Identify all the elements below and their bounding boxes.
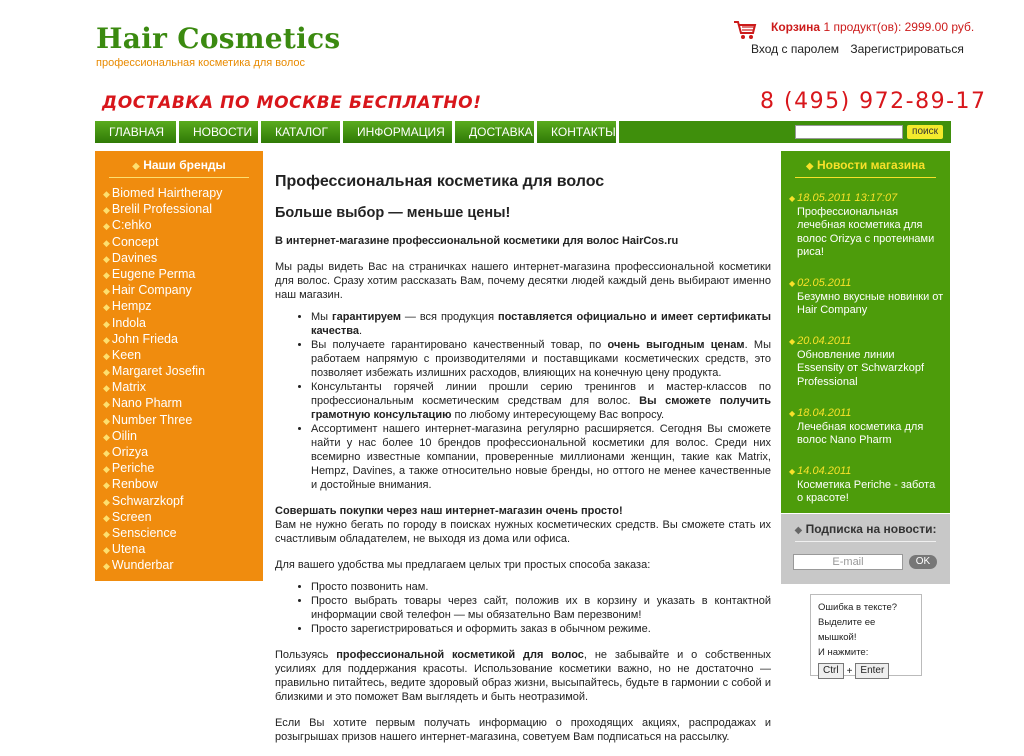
news-link[interactable]: Безумно вкусные новинки от Hair Company <box>797 290 944 316</box>
diamond-icon: ◆ <box>103 350 110 361</box>
diamond-icon: ◆ <box>103 545 110 556</box>
list-item: • Просто зарегистрироваться и оформить заказ в обычном режиме. <box>311 622 771 636</box>
brand-link[interactable]: ◆ Hempz <box>103 299 152 314</box>
diamond-icon: ◆ <box>103 367 110 378</box>
divider <box>795 541 936 542</box>
diamond-icon: ◆ <box>103 205 110 216</box>
cart-label[interactable]: Корзина <box>771 20 821 34</box>
brand-link[interactable]: ◆ Nano Pharm <box>103 396 183 411</box>
brand-link[interactable]: ◆ Screen <box>103 509 152 524</box>
paragraph: Пользуясь профессиональной косметикой для волос, не забывайте и о собственных усилиях для поддержания красоты. Использование косметики важно, но не достаточно — правильно питайтесь, ведите здоровый образ жизни, высыпайтесь, будьте в гармонии с собой и близкими и это поможет Вам выглядеть и быть неотразимой. <box>275 649 771 703</box>
diamond-icon: ◆ <box>789 467 796 476</box>
list-item: • Просто позвонить нам. <box>311 580 771 594</box>
paragraph: Если Вы хотите первым получать информацию о проходящих акциях, распродажах и розыгрышах призов нашего интернет-магазина, советуем Вам подписаться на рассылку. <box>275 717 771 743</box>
news-item[interactable] <box>789 407 944 448</box>
news-date: 18.04.2011 <box>797 407 852 419</box>
divider <box>109 177 249 178</box>
auth-links <box>751 42 972 56</box>
nav-item-delivery[interactable]: ДОСТАВКА <box>455 121 537 143</box>
site-logo-title[interactable]: Hair Cosmetics <box>96 22 341 55</box>
diamond-icon: ◆ <box>103 528 110 539</box>
news-link[interactable]: Обновление линии Essensity от Schwarzkopf Professional <box>797 348 925 388</box>
enter-key: Enter <box>855 663 889 679</box>
diamond-icon: ◆ <box>132 161 140 172</box>
subscribe-button[interactable]: OK <box>909 555 937 569</box>
brand-link[interactable]: ◆ Senscience <box>103 525 177 540</box>
diamond-icon: ◆ <box>103 221 110 232</box>
brand-link[interactable]: ◆ Schwarzkopf <box>103 493 184 508</box>
typo-line: Выделите ее мышкой! <box>818 617 876 643</box>
main-nav <box>95 121 951 143</box>
brand-link[interactable]: ◆ Margaret Josefin <box>103 364 206 379</box>
typo-line: И нажмите: <box>818 647 869 658</box>
diamond-icon: ◆ <box>103 561 110 572</box>
typo-report-box <box>810 594 922 676</box>
phone-number: 8 (495) 972-89-17 <box>760 89 987 114</box>
diamond-icon: ◆ <box>103 253 110 264</box>
diamond-icon: ◆ <box>103 512 110 523</box>
brand-link[interactable]: ◆ Brelil Professional <box>103 202 212 217</box>
news-date: 20.04.2011 <box>797 335 852 347</box>
brand-link[interactable]: ◆ Keen <box>103 347 142 362</box>
cart-icon[interactable] <box>733 20 757 40</box>
register-link[interactable]: Зарегистрироваться <box>850 42 964 56</box>
brand-link[interactable]: ◆ Biomed Hairtherapy <box>103 186 223 200</box>
cart-value: 1 продукт(ов): 2999.00 руб. <box>823 20 975 34</box>
news-link[interactable]: Лечебная косметика для волос Nano Pharm <box>797 420 924 446</box>
brand-link[interactable]: ◆ Renbow <box>103 477 158 492</box>
search-input[interactable] <box>795 125 903 139</box>
diamond-icon: ◆ <box>789 409 796 418</box>
intro-text: В интернет-магазине профессиональной косметики для волос HairCos.ru <box>275 235 679 247</box>
advantages-list <box>311 310 771 492</box>
news-item[interactable] <box>789 465 944 506</box>
paragraph: Мы рады видеть Вас на страничках нашего интернет-магазина профессиональной косметики для волос. Сразу хотим рассказать Вам, почему десятки людей каждый день выбирают именно наш магазин. <box>275 261 771 301</box>
email-field[interactable]: E-mail <box>793 554 903 570</box>
free-delivery-banner: ДОСТАВКА ПО МОСКВЕ БЕСПЛАТНО! <box>102 93 482 113</box>
nav-item-contacts[interactable]: КОНТАКТЫ <box>537 121 619 143</box>
brand-link[interactable]: ◆ Eugene Perma <box>103 266 196 281</box>
divider <box>795 177 936 178</box>
diamond-icon: ◆ <box>103 464 110 475</box>
plus-sign: + <box>846 665 853 677</box>
diamond-icon: ◆ <box>789 279 796 288</box>
brands-sidebar <box>95 151 263 581</box>
brand-link[interactable]: ◆ Indola <box>103 315 146 330</box>
news-link[interactable]: Профессиональная лечебная косметика для волос Orizya с протеинами риса! <box>797 205 935 258</box>
news-link[interactable]: Косметика Periche - забота о красоте! <box>797 478 936 504</box>
brand-link[interactable]: ◆ Oilin <box>103 428 137 443</box>
news-date: 02.05.2011 <box>797 277 852 289</box>
diamond-icon: ◆ <box>789 194 796 203</box>
diamond-icon: ◆ <box>794 525 803 536</box>
paragraph: Для вашего удобства мы предлагаем целых три простых способа заказа: <box>275 559 651 571</box>
brand-link[interactable]: ◆ Utena <box>103 542 146 557</box>
brand-link[interactable]: ◆ John Frieda <box>103 331 178 346</box>
diamond-icon: ◆ <box>103 286 110 297</box>
subscribe-box <box>781 514 950 584</box>
diamond-icon: ◆ <box>103 399 110 410</box>
news-item[interactable] <box>789 192 944 260</box>
news-item[interactable] <box>789 277 944 318</box>
brand-list <box>95 185 263 574</box>
brand-link[interactable]: ◆ Hair Company <box>103 283 192 298</box>
diamond-icon: ◆ <box>103 415 110 426</box>
brand-link[interactable]: ◆ Orizya <box>103 445 149 459</box>
main-content <box>275 172 771 756</box>
brand-link[interactable]: ◆ C:ehko <box>103 218 152 233</box>
diamond-icon: ◆ <box>789 337 796 346</box>
list-item: • Консультанты горячей линии прошли серию тренингов и мастер-классов по профессиональным косметическим средствам для волос. Вы сможете получить грамотную консультацию по любому интересующему Вас вопросу. <box>311 380 771 422</box>
order-ways-list <box>311 580 771 636</box>
news-item[interactable] <box>789 335 944 389</box>
nav-item-info[interactable]: ИНФОРМАЦИЯ <box>343 121 455 143</box>
diamond-icon: ◆ <box>103 448 110 458</box>
diamond-icon: ◆ <box>805 161 814 172</box>
diamond-icon: ◆ <box>103 334 110 345</box>
subscribe-title: ◆ Подписка на новости: <box>794 522 937 536</box>
diamond-icon: ◆ <box>103 189 110 199</box>
typo-line: Ошибка в тексте? <box>818 602 898 613</box>
news-date: 14.04.2011 <box>797 465 852 477</box>
list-item: • Ассортимент нашего интернет-магазина регулярно расширяется. Сегодня Вы сможете найти у нас более 10 брендов профессиональной косметики для волос. Среди них всемирно известные компании, проверенные миллионами женщин, такие как Matrix, Hempz, Davines, а также относительно новые бренды, но оттого не менее качественные и достойные внимания. <box>311 422 771 492</box>
brand-link[interactable]: ◆ Concept <box>103 234 159 249</box>
paragraph: Совершать покупки через наш интернет-магазин очень просто! Вам не нужно бегать по городу в поисках нужных косметических средств. Вы сможете стать их счастливым обладателем, не выходя из дома или офиса. <box>275 505 771 545</box>
search-button[interactable]: поиск <box>907 125 943 139</box>
page-title: Профессиональная косметика для волос <box>275 173 605 190</box>
diamond-icon: ◆ <box>103 496 110 507</box>
ctrl-key: Ctrl <box>818 663 844 679</box>
diamond-icon: ◆ <box>103 431 110 442</box>
list-item: • Вы получаете гарантировано качественный товар, по очень выгодным ценам. Мы работаем напрямую с производителями и поставщиками косметических средств, это позволяет избежать излишних расходов, влияющих на конечную цену продукта. <box>311 338 771 380</box>
brand-link[interactable]: ◆ Number Three <box>103 412 193 427</box>
news-date: 18.05.2011 13:17:07 <box>797 192 898 204</box>
list-item: • Просто выбрать товары через сайт, положив их в корзину и указать в контактной информации свой телефон — мы обязательно Вам перезвоним! <box>311 594 771 622</box>
brand-link[interactable]: ◆ Wunderbar <box>103 558 174 573</box>
nav-item-home[interactable]: ГЛАВНАЯ <box>95 121 179 143</box>
nav-item-catalog[interactable]: КАТАЛОГ <box>261 121 343 143</box>
diamond-icon: ◆ <box>103 237 110 248</box>
news-title: ◆ Новости магазина <box>805 158 926 172</box>
brands-title: ◆ Наши бренды <box>132 158 226 172</box>
diamond-icon: ◆ <box>103 269 110 280</box>
news-sidebar <box>781 151 950 513</box>
brand-link[interactable]: ◆ Matrix <box>103 380 146 395</box>
brand-link[interactable]: ◆ Davines <box>103 250 158 265</box>
login-link[interactable]: Вход с паролем <box>751 42 839 56</box>
list-item: • Мы гарантируем — вся продукция поставляется официально и имеет сертификаты качества. <box>311 310 771 338</box>
page-subtitle: Больше выбор — меньше цены! <box>275 205 511 221</box>
diamond-icon: ◆ <box>103 318 110 329</box>
diamond-icon: ◆ <box>103 383 110 394</box>
site-tagline: профессиональная косметика для волос <box>96 57 306 69</box>
cart-summary[interactable] <box>733 20 974 40</box>
nav-item-news[interactable]: НОВОСТИ <box>179 121 261 143</box>
brand-link[interactable]: ◆ Periche <box>103 461 155 476</box>
diamond-icon: ◆ <box>103 302 110 313</box>
diamond-icon: ◆ <box>103 480 110 491</box>
